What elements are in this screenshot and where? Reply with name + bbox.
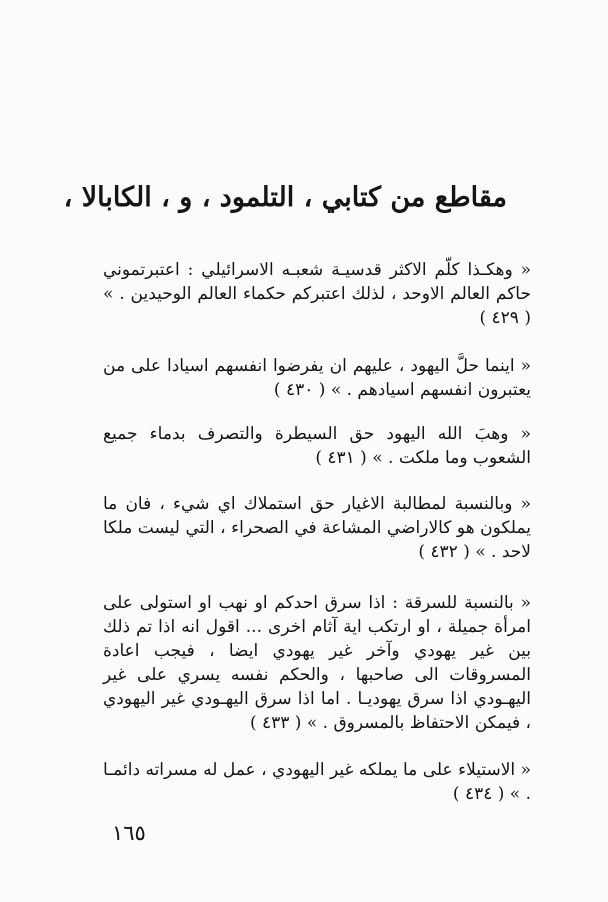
- quote-paragraph-434: « الاستيلاء على ما يملكه غير اليهودي ، عمل له مسراته دائمـا . » ( ٤٣٤ ): [103, 760, 531, 804]
- page-number: ١٦٥: [112, 821, 146, 845]
- quote-paragraph-430: « اينما حلَّ اليهود ، عليهم ان يفرضوا انفسهم اسيادا على من يعتبرون انفسهم اسيادهم . » ( ٤٣٠ ): [103, 356, 531, 400]
- quote-paragraph-432: « وبالنسبة لمطالبة الاغيار حق استملاك اي شيء ، فان ما يملكون هو كالاراضي المشاعة في الصحراء ، التي ليست ملكا لاحد . » ( ٤٣٢ ): [103, 494, 531, 562]
- quote-paragraph-431: « وهبَ الله اليهود حق السيطرة والتصرف بدماء جميع الشعوب وما ملكت . » ( ٤٣١ ): [103, 424, 531, 468]
- quote-paragraph-433: « بالنسبة للسرقة : اذا سرق احدكم او نهب او استولى على امرأة جميلة ، او ارتكب اية آثام اخرى ... اقول انه اذا تم ذلك بين غير يهودي وآخر غير يهودي ايضا ، فيجب اعادة المسروقات الى صاحبها ، والحكم نفسه يسري على غير اليهـودي اذا سرق يهوديـا . اما اذا سرق اليهـودي غير اليهودي ، فيمكن الاحتفاظ بالمسروق . » ( ٤٣٣ ): [103, 593, 531, 733]
- quote-paragraph-429: « وهكـذا كلّم الاكثر قدسيـة شعبـه الاسرائيلي : اعتبرتموني حاكم العالم الاوحد ، لذلك اعتبركم حكماء العالم الوحيدين . » ( ٤٢٩ ): [103, 260, 531, 328]
- page-title: مقاطع من كتابي ، التلمود ، و ، الكابالا ،: [63, 182, 507, 213]
